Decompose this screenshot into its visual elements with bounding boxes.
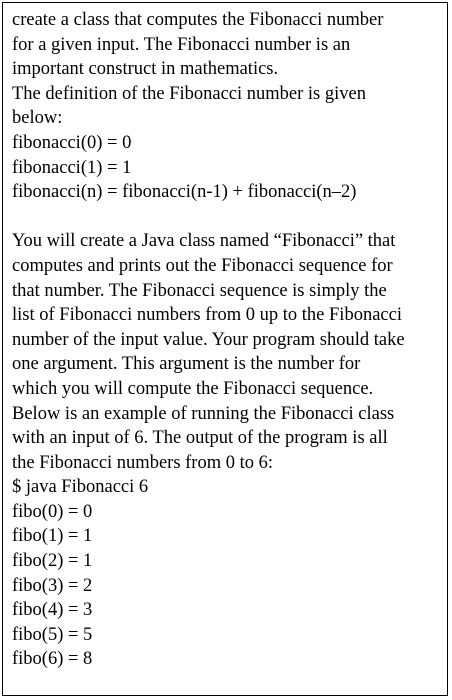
text-line: computes and prints out the Fibonacci sequence for [12,255,393,276]
document-frame [2,2,448,696]
output-line: fibo(5) = 5 [12,624,93,645]
output-line: fibo(0) = 0 [12,501,93,522]
text-line: important construct in mathematics. [12,59,279,80]
output-line: fibo(6) = 8 [12,649,93,670]
output-line: fibo(3) = 2 [12,575,93,596]
text-line: Below is an example of running the Fibonacci class [12,403,395,424]
text-line: which you will compute the Fibonacci sequence. [12,378,374,399]
document-body [12,8,444,672]
text-line: You will create a Java class named “Fibonacci” that [12,231,396,252]
output-line: fibo(2) = 1 [12,551,93,572]
text-line: the Fibonacci numbers from 0 to 6: [12,452,274,473]
text-line: The definition of the Fibonacci number is given [12,83,366,104]
text-line: below: [12,108,63,129]
text-line: number of the input value. Your program should take [12,329,405,350]
text-line: list of Fibonacci numbers from 0 up to the Fibonacci [12,305,402,326]
text-line: create a class that computes the Fibonacci number [12,10,384,30]
formula-line: fibonacci(0) = 0 [12,132,132,153]
command-line: $ java Fibonacci 6 [12,477,149,498]
paragraph-definition [12,8,444,205]
formula-line: fibonacci(n) = fibonacci(n-1) + fibonacci(n–2) [12,182,357,203]
paragraph-spacer [12,205,444,230]
output-line: fibo(1) = 1 [12,526,93,547]
output-line: fibo(4) = 3 [12,600,93,621]
text-line: one argument. This argument is the number for [12,354,361,375]
text-line: for a given input. The Fibonacci number is an [12,34,351,55]
text-line: with an input of 6. The output of the program is all [12,428,388,449]
text-line: that number. The Fibonacci sequence is simply the [12,280,387,301]
formula-line: fibonacci(1) = 1 [12,157,132,178]
paragraph-instructions [12,229,444,672]
